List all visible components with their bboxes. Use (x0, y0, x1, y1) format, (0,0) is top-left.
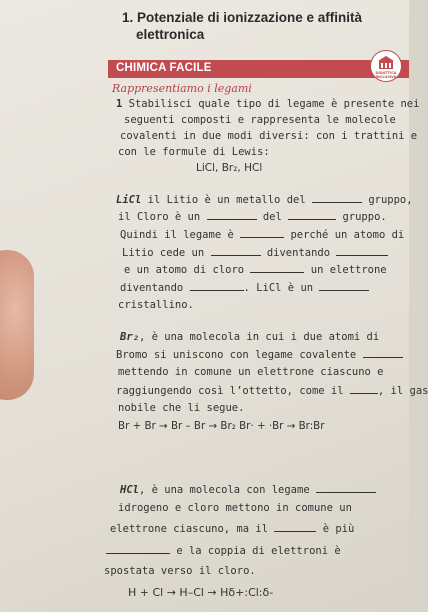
exercise-line-2: seguenti composti e rappresenta le molecole (124, 114, 396, 126)
licl-line-2: il Cloro è un del gruppo. (118, 211, 387, 223)
blank[interactable] (316, 483, 376, 493)
hcl-line-2: idrogeno e cloro mettono in comune un (118, 502, 352, 514)
blank[interactable] (211, 246, 261, 256)
exercise-line-3: covalenti in due modi diversi: con i trattini e (120, 130, 418, 142)
blank[interactable] (274, 522, 316, 532)
compounds-list: LiCl, Br₂, HCl (196, 162, 263, 174)
blank[interactable] (319, 281, 369, 291)
blank[interactable] (207, 210, 257, 220)
exercise-line-1: 1 Stabilisci quale tipo di legame è presente nei (116, 98, 420, 110)
br2-line-5: nobile che li segue. (118, 402, 245, 414)
licl-line-5: e un atomo di cloro un elettrone (124, 264, 387, 276)
blank[interactable] (336, 246, 388, 256)
blank[interactable] (190, 281, 244, 291)
br2-line-1: Br₂, è una molecola in cui i due atomi di (120, 331, 380, 343)
hcl-line-3: elettrone ciascuno, ma il è più (110, 523, 355, 535)
badge-text: DIDATTICA INCLUSIVA (375, 71, 397, 79)
hcl-line-1: HCl, è una molecola con legame (120, 483, 376, 496)
section-subtitle: Rappresentiamo i legami (112, 82, 252, 95)
hcl-line-4: e la coppia di elettroni è (106, 544, 341, 557)
blank[interactable] (350, 384, 378, 394)
br2-equation: Br + Br → Br – Br → Br₂ Br· + ·Br → Br:Br (118, 420, 325, 432)
licl-line-4: Litio cede un diventando (122, 246, 388, 259)
blank[interactable] (288, 210, 336, 220)
didattica-badge (370, 50, 402, 82)
blank[interactable] (312, 193, 362, 203)
blank[interactable] (240, 228, 284, 238)
banner-label: CHIMICA FACILE (116, 62, 212, 74)
blank[interactable] (106, 544, 170, 554)
finger (0, 250, 34, 400)
exercise-line-4: con le formule di Lewis: (118, 146, 270, 158)
chapter-title-line1: 1. Potenziale di ionizzazione e affinità (122, 10, 363, 25)
hcl-line-5: spostata verso il cloro. (104, 565, 256, 577)
blank[interactable] (363, 348, 403, 358)
section-banner (108, 60, 409, 78)
br2-line-3: mettendo in comune un elettrone ciascuno e (118, 366, 384, 378)
hcl-equation: H + Cl → H–Cl → Hδ+:Cl:δ- (128, 586, 274, 599)
licl-line-7: cristallino. (118, 299, 194, 311)
exercise-number: 1 (116, 98, 123, 110)
licl-line-6: diventando . LiCl è un (120, 281, 369, 294)
chapter-title (122, 9, 402, 43)
blank[interactable] (250, 263, 304, 273)
br2-line-2: Bromo si uniscono con legame covalente (116, 348, 403, 361)
br2-line-4: raggiungendo così l’ottetto, come il , il gas (116, 385, 428, 397)
licl-line-1: LiCl il Litio è un metallo del gruppo, (116, 194, 413, 206)
chapter-title-line2: elettronica (136, 27, 205, 42)
licl-line-3: Quindi il legame è perché un atomo di (120, 229, 405, 241)
